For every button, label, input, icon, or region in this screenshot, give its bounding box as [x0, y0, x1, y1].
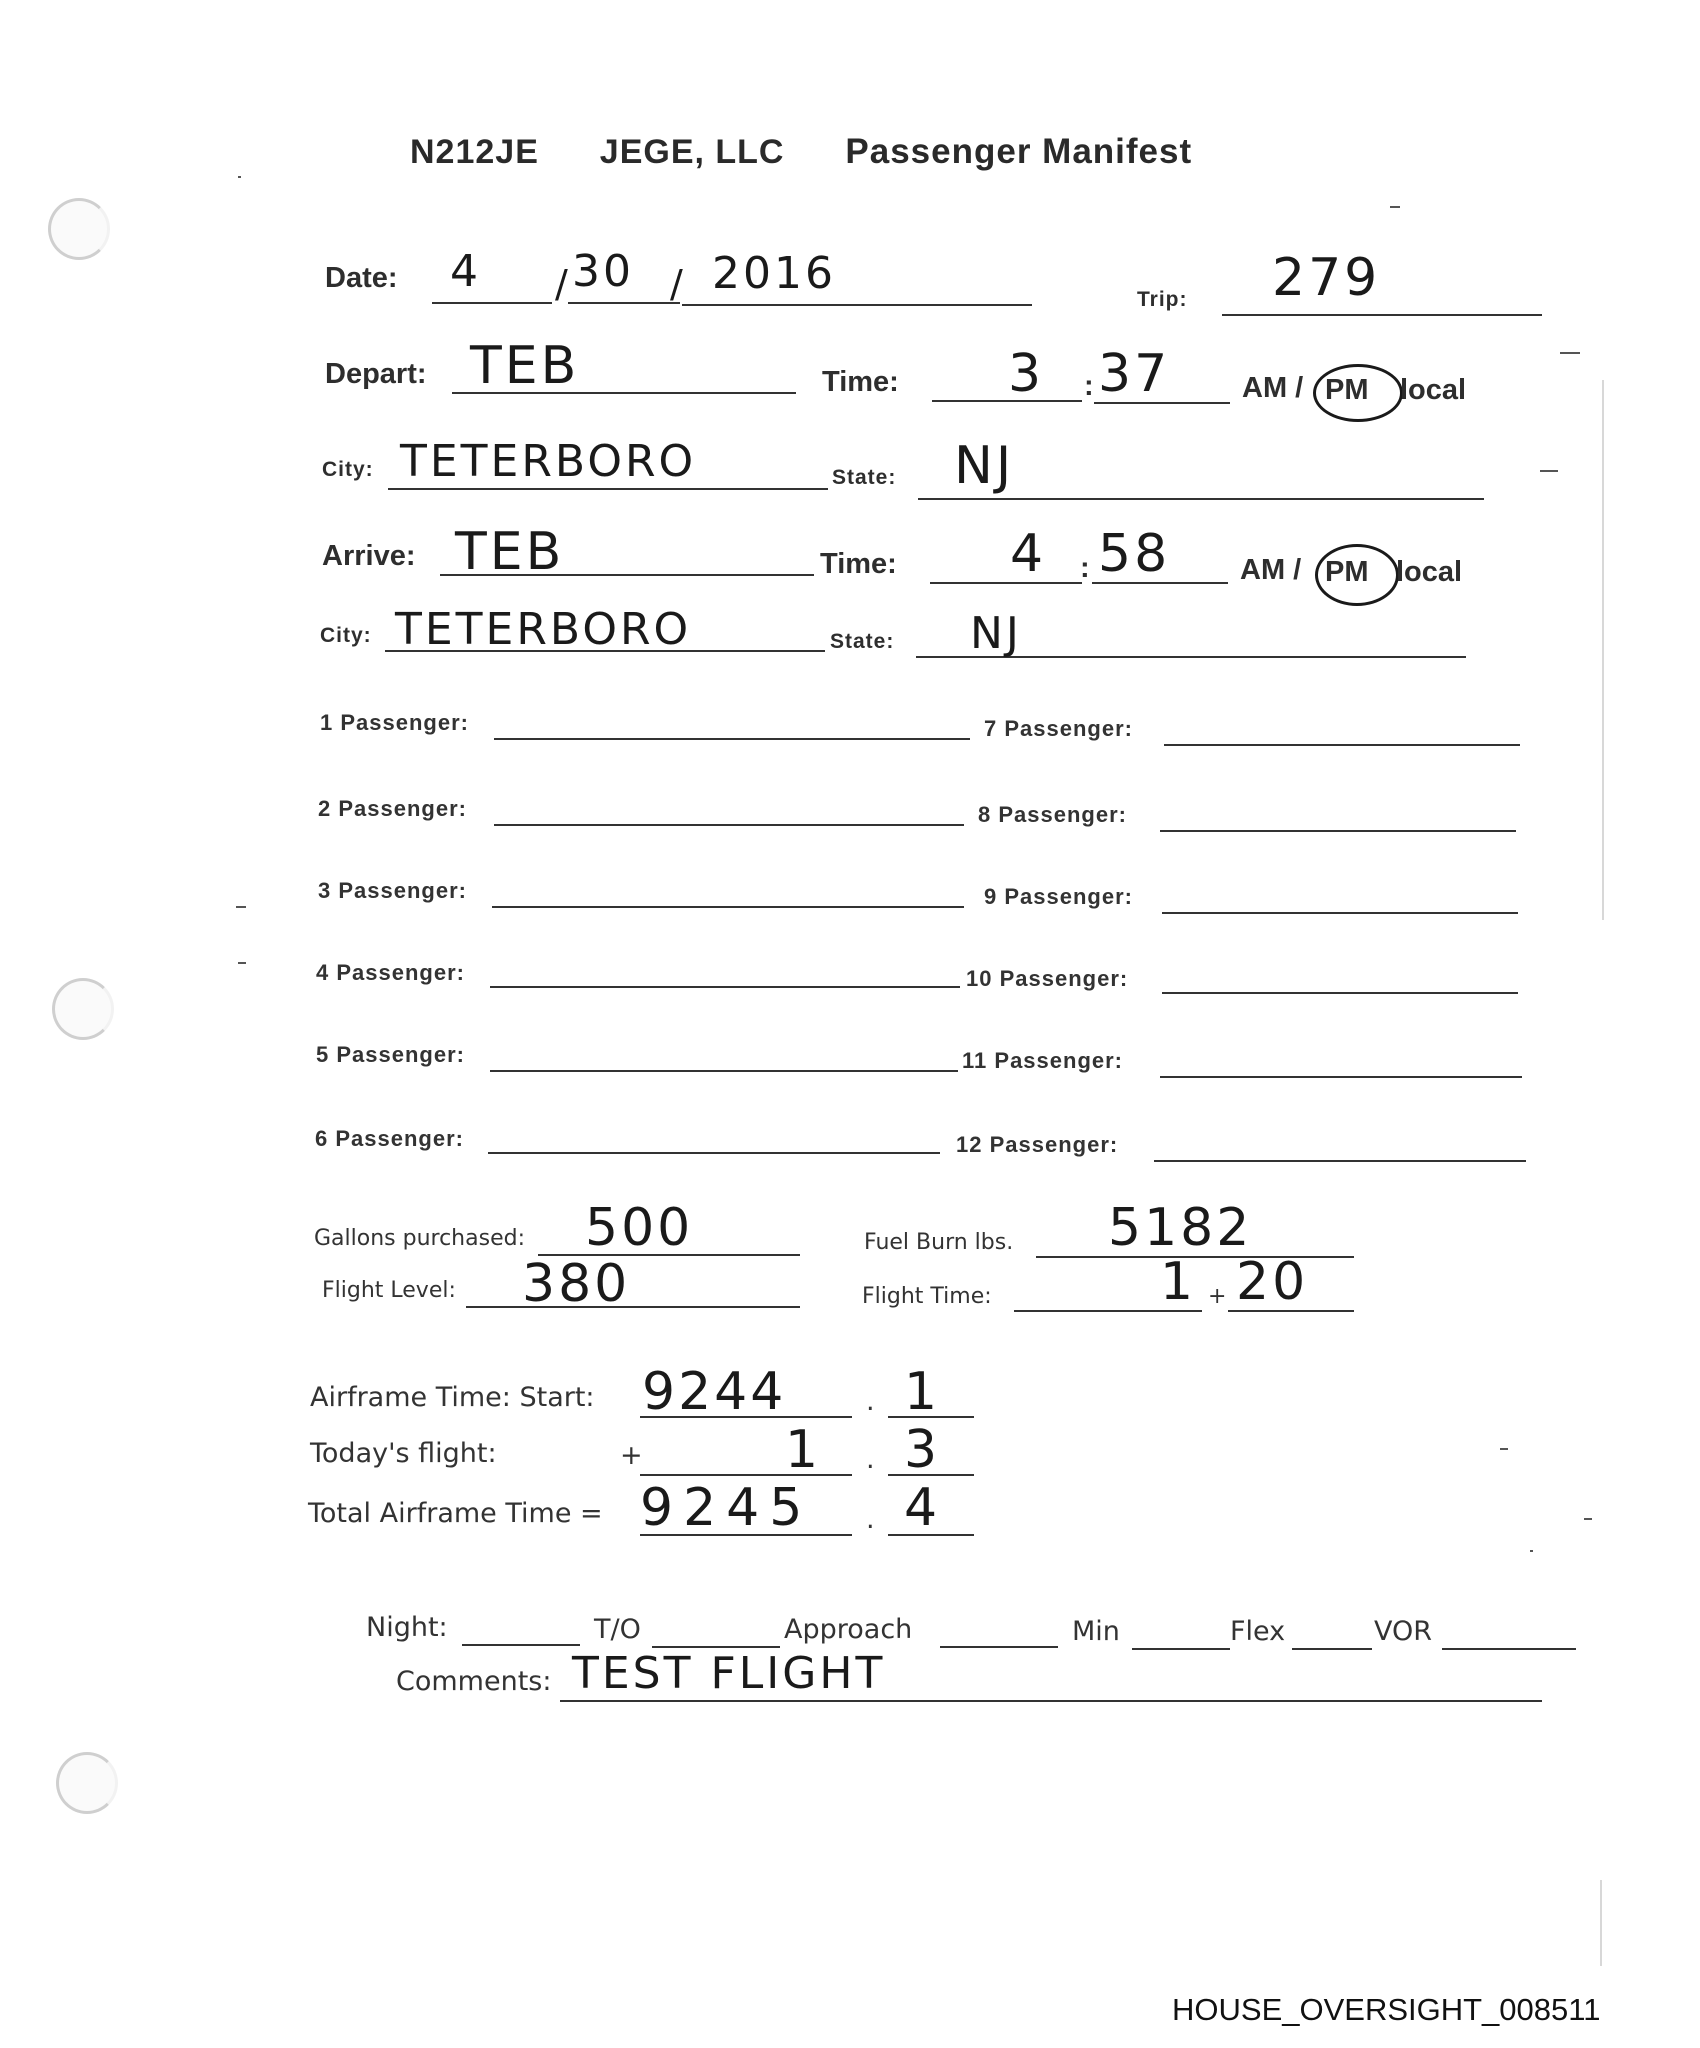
depart-time-colon: :: [1084, 370, 1094, 402]
arrive-pm-label: PM: [1325, 556, 1369, 588]
manifest-header: [410, 132, 1192, 172]
scan-speck: [1530, 1550, 1533, 1552]
comments-label: Comments:: [396, 1666, 552, 1697]
binder-hole-middle: [52, 978, 114, 1040]
flex-field[interactable]: [1292, 1648, 1372, 1650]
passenger-11-field[interactable]: [1160, 1076, 1522, 1078]
depart-state-label: State:: [832, 466, 897, 489]
right-edge-mark: [1602, 380, 1604, 920]
night-field[interactable]: [462, 1644, 580, 1646]
todays-flight-plus: +: [620, 1440, 643, 1471]
arrive-state-label: State:: [830, 630, 895, 653]
fuel-burn-value[interactable]: 5182: [1108, 1198, 1253, 1258]
scan-speck: [1584, 1518, 1592, 1520]
passenger-6-label: 6 Passenger:: [315, 1126, 464, 1151]
trip-label: Trip:: [1137, 288, 1188, 311]
depart-label: Depart:: [325, 358, 427, 390]
passenger-9-field[interactable]: [1162, 912, 1518, 914]
passenger-7-field[interactable]: [1164, 744, 1520, 746]
passenger-3-field[interactable]: [492, 906, 964, 908]
flight-time-plus: +: [1208, 1284, 1227, 1309]
comments-line: [560, 1700, 1542, 1702]
depart-hour-value[interactable]: 3: [1008, 344, 1045, 404]
passenger-4-field[interactable]: [490, 986, 960, 988]
arrive-hour-line: [930, 582, 1082, 584]
passenger-12-field[interactable]: [1154, 1160, 1526, 1162]
depart-city-line: [388, 488, 828, 490]
flight-time-label: Flight Time:: [862, 1284, 992, 1309]
passenger-8-field[interactable]: [1160, 830, 1516, 832]
scan-speck: [1390, 206, 1400, 208]
arrive-city-value[interactable]: TETERBORO: [395, 604, 692, 655]
to-label: T/O: [594, 1614, 641, 1645]
passenger-2-label: 2 Passenger:: [318, 796, 467, 821]
arrive-local-label: local: [1396, 556, 1463, 588]
gallons-value[interactable]: 500: [585, 1198, 694, 1258]
binder-hole-top: [48, 198, 110, 260]
form-title: Passenger Manifest: [845, 132, 1193, 171]
bates-number: HOUSE_OVERSIGHT_008511: [1172, 1992, 1601, 2027]
passenger-4-label: 4 Passenger:: [316, 960, 465, 985]
date-label: Date:: [325, 262, 398, 294]
depart-min-value[interactable]: 37: [1098, 344, 1171, 404]
passenger-1-field[interactable]: [494, 738, 970, 740]
arrive-time-colon: :: [1080, 552, 1090, 584]
binder-hole-bottom: [56, 1752, 118, 1814]
arrive-value[interactable]: TEB: [455, 522, 565, 582]
airframe-start-dot: .: [866, 1386, 875, 1417]
depart-state-value[interactable]: NJ: [954, 436, 1015, 496]
airframe-start-tenth-value[interactable]: 1: [904, 1362, 941, 1422]
date-year-value[interactable]: 2016: [712, 248, 836, 299]
airframe-start-whole-value[interactable]: 9244: [642, 1362, 787, 1422]
passenger-1-label: 1 Passenger:: [320, 710, 469, 735]
passenger-10-field[interactable]: [1162, 992, 1518, 994]
flight-time-minutes-value[interactable]: 20: [1236, 1252, 1309, 1312]
scan-speck: [238, 176, 241, 178]
scan-speck: [1540, 470, 1558, 472]
arrive-state-value[interactable]: NJ: [970, 608, 1022, 659]
date-slash-1: /: [555, 262, 571, 306]
total-whole-value[interactable]: 9245: [640, 1478, 813, 1538]
depart-city-value[interactable]: TETERBORO: [400, 436, 697, 487]
todays-whole-value[interactable]: 1: [785, 1420, 822, 1480]
date-year-line: [682, 304, 1032, 306]
flight-level-line: [466, 1306, 800, 1308]
company-name: JEGE, LLC: [599, 133, 785, 171]
flight-level-value[interactable]: 380: [522, 1254, 631, 1314]
arrive-label: Arrive:: [322, 540, 416, 572]
right-edge-mark-lower: [1600, 1880, 1602, 1966]
trip-value[interactable]: 279: [1272, 248, 1381, 308]
arrive-city-label: City:: [320, 624, 372, 647]
depart-city-label: City:: [322, 458, 374, 481]
passenger-6-field[interactable]: [488, 1152, 940, 1154]
arrive-time-label: Time:: [820, 548, 897, 580]
gallons-label: Gallons purchased:: [314, 1226, 525, 1251]
flight-level-label: Flight Level:: [322, 1278, 456, 1303]
passenger-12-label: 12 Passenger:: [956, 1132, 1119, 1157]
tail-number: N212JE: [410, 133, 539, 171]
night-label: Night:: [366, 1612, 448, 1643]
vor-field[interactable]: [1442, 1648, 1576, 1650]
total-tenth-value[interactable]: 4: [904, 1478, 941, 1538]
depart-am-label: AM /: [1242, 372, 1304, 404]
flex-label: Flex: [1230, 1616, 1286, 1647]
passenger-5-field[interactable]: [490, 1070, 958, 1072]
total-dot: .: [866, 1504, 875, 1535]
passenger-7-label: 7 Passenger:: [984, 716, 1133, 741]
min-field[interactable]: [1132, 1648, 1230, 1650]
comments-value[interactable]: TEST FLIGHT: [572, 1648, 886, 1699]
arrive-pm-circle: [1315, 544, 1399, 606]
fuel-burn-label: Fuel Burn lbs.: [864, 1230, 1014, 1255]
min-label: Min: [1072, 1616, 1120, 1647]
vor-label: VOR: [1374, 1616, 1433, 1647]
date-slash-2: /: [670, 262, 686, 306]
depart-pm-label: PM: [1325, 374, 1369, 406]
approach-field[interactable]: [940, 1646, 1058, 1648]
depart-value[interactable]: TEB: [470, 336, 580, 396]
passenger-3-label: 3 Passenger:: [318, 878, 467, 903]
airframe-start-label: Airframe Time: Start:: [310, 1382, 595, 1413]
passenger-5-label: 5 Passenger:: [316, 1042, 465, 1067]
date-day-value[interactable]: 30: [572, 246, 634, 297]
scan-speck: [1560, 352, 1580, 354]
total-airframe-label: Total Airframe Time =: [308, 1498, 603, 1529]
passenger-9-label: 9 Passenger:: [984, 884, 1133, 909]
todays-tenth-value[interactable]: 3: [904, 1420, 941, 1480]
scan-speck: [236, 906, 246, 908]
scan-speck: [1500, 1448, 1508, 1450]
date-day-line: [568, 302, 680, 304]
trip-line: [1222, 314, 1542, 316]
depart-hour-line: [932, 400, 1082, 402]
depart-local-label: local: [1400, 374, 1467, 406]
arrive-min-value[interactable]: 58: [1098, 524, 1171, 584]
date-month-line: [432, 302, 552, 304]
todays-flight-label: Today's flight:: [310, 1438, 497, 1469]
passenger-10-label: 10 Passenger:: [966, 966, 1129, 991]
flight-time-hours-value[interactable]: 1: [1160, 1252, 1197, 1312]
passenger-8-label: 8 Passenger:: [978, 802, 1127, 827]
date-month-value[interactable]: 4: [450, 246, 481, 297]
depart-pm-circle: [1313, 364, 1403, 422]
passenger-11-label: 11 Passenger:: [962, 1048, 1124, 1073]
depart-state-line: [918, 498, 1484, 500]
arrive-hour-value[interactable]: 4: [1010, 524, 1047, 584]
depart-time-label: Time:: [822, 366, 899, 398]
passenger-2-field[interactable]: [494, 824, 964, 826]
arrive-am-label: AM /: [1240, 554, 1302, 586]
approach-label: Approach: [784, 1614, 913, 1645]
scan-speck: [238, 962, 246, 964]
todays-flight-dot: .: [866, 1444, 875, 1475]
